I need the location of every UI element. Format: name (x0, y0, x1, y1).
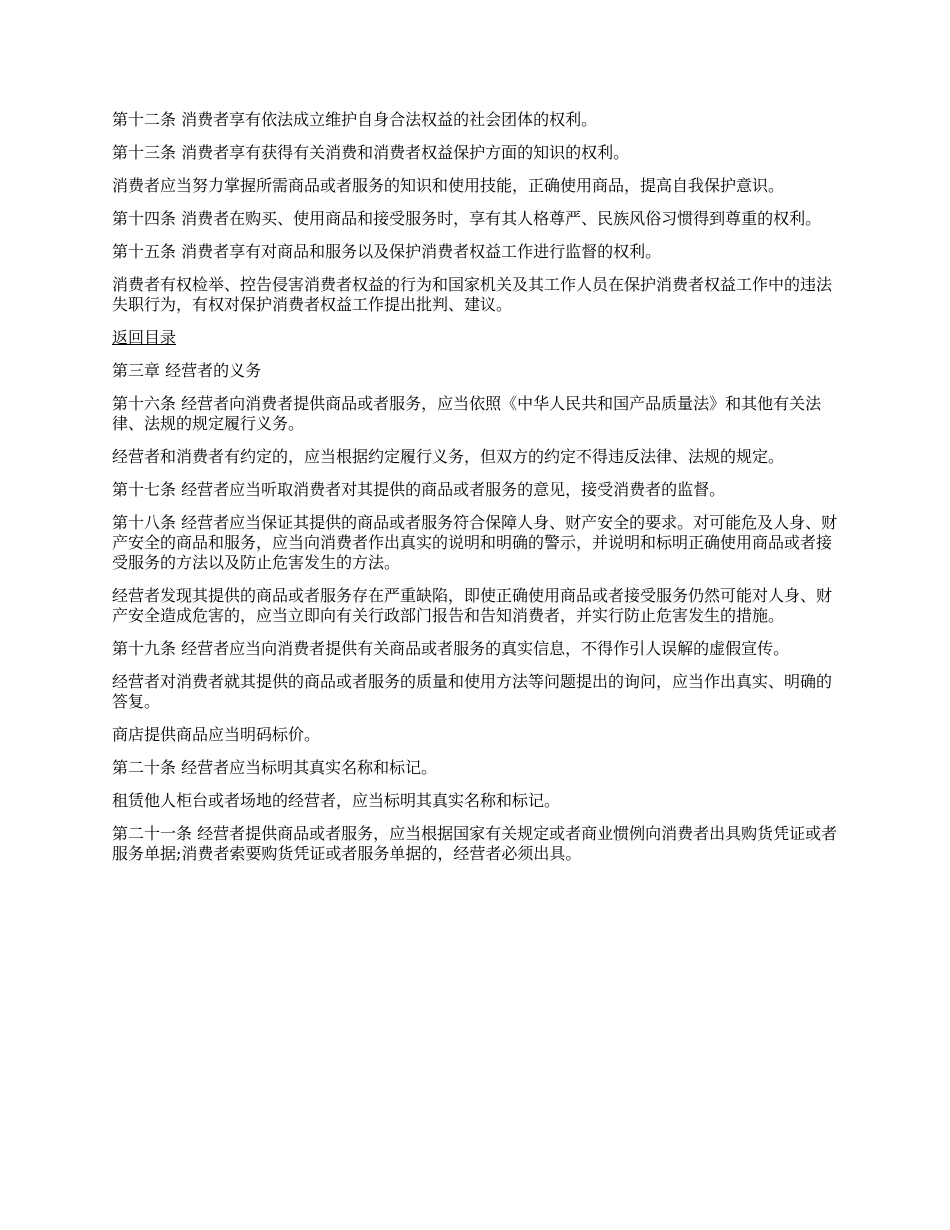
article-12: 第十二条 消费者享有依法成立维护自身合法权益的社会团体的权利。 (112, 110, 598, 129)
article-14: 第十四条 消费者在购买、使用商品和接受服务时，享有其人格尊严、民族风俗习惯得到尊重的权利。 (112, 209, 822, 228)
back-to-contents-link[interactable]: 返回目录 (112, 328, 177, 347)
article-15: 第十五条 消费者享有对商品和服务以及保护消费者权益工作进行监督的权利。 (112, 242, 662, 261)
article-18-paragraph-2: 经营者发现其提供的商品或者服务存在严重缺陷，即使正确使用商品或者接受服务仍然可能对人身、财产安全造成危害的，应当立即向有关行政部门报告和告知消费者，并实行防止危害发生的措施。 (112, 586, 833, 625)
article-19-paragraph-2: 经营者对消费者就其提供的商品或者服务的质量和使用方法等问题提出的询问，应当作出真实、明确的答复。 (112, 672, 833, 711)
article-17: 第十七条 经营者应当听取消费者对其提供的商品或者服务的意见，接受消费者的监督。 (112, 480, 726, 499)
article-16: 第十六条 经营者向消费者提供商品或者服务，应当依照《中华人民共和国产品质量法》和其他有关法律、法规的规定履行义务。 (112, 394, 822, 433)
article-13-paragraph-2: 消费者应当努力掌握所需商品或者服务的知识和使用技能，正确使用商品，提高自我保护意识。 (112, 176, 785, 195)
chapter-heading: 第三章 经营者的义务 (112, 361, 262, 380)
back-link-row (112, 328, 840, 348)
article-19-paragraph-3: 商店提供商品应当明码标价。 (112, 725, 321, 744)
article-13: 第十三条 消费者享有获得有关消费和消费者权益保护方面的知识的权利。 (112, 143, 630, 162)
article-19: 第十九条 经营者应当向消费者提供有关商品或者服务的真实信息，不得作引人误解的虚假宣传。 (112, 639, 790, 658)
article-20: 第二十条 经营者应当标明其真实名称和标记。 (112, 758, 438, 777)
article-15-paragraph-2: 消费者有权检举、控告侵害消费者权益的行为和国家机关及其工作人员在保护消费者权益工作中的违法失职行为，有权对保护消费者权益工作提出批判、建议。 (112, 275, 833, 314)
document-body (112, 110, 840, 877)
article-16-paragraph-2: 经营者和消费者有约定的，应当根据约定履行义务，但双方的约定不得违反法律、法规的规定。 (112, 447, 785, 466)
article-20-paragraph-2: 租赁他人柜台或者场地的经营者，应当标明其真实名称和标记。 (112, 791, 561, 810)
article-21: 第二十一条 经营者提供商品或者服务，应当根据国家有关规定或者商业惯例向消费者出具购货凭证或者服务单据;消费者索要购货凭证或者服务单据的，经营者必须出具。 (112, 824, 838, 863)
article-18: 第十八条 经营者应当保证其提供的商品或者服务符合保障人身、财产安全的要求。对可能危及人身、财产安全的商品和服务，应当向消费者作出真实的说明和明确的警示，并说明和标明正确使用商品或者接受服务的方法以及防止危害发生的方法。 (112, 513, 838, 572)
